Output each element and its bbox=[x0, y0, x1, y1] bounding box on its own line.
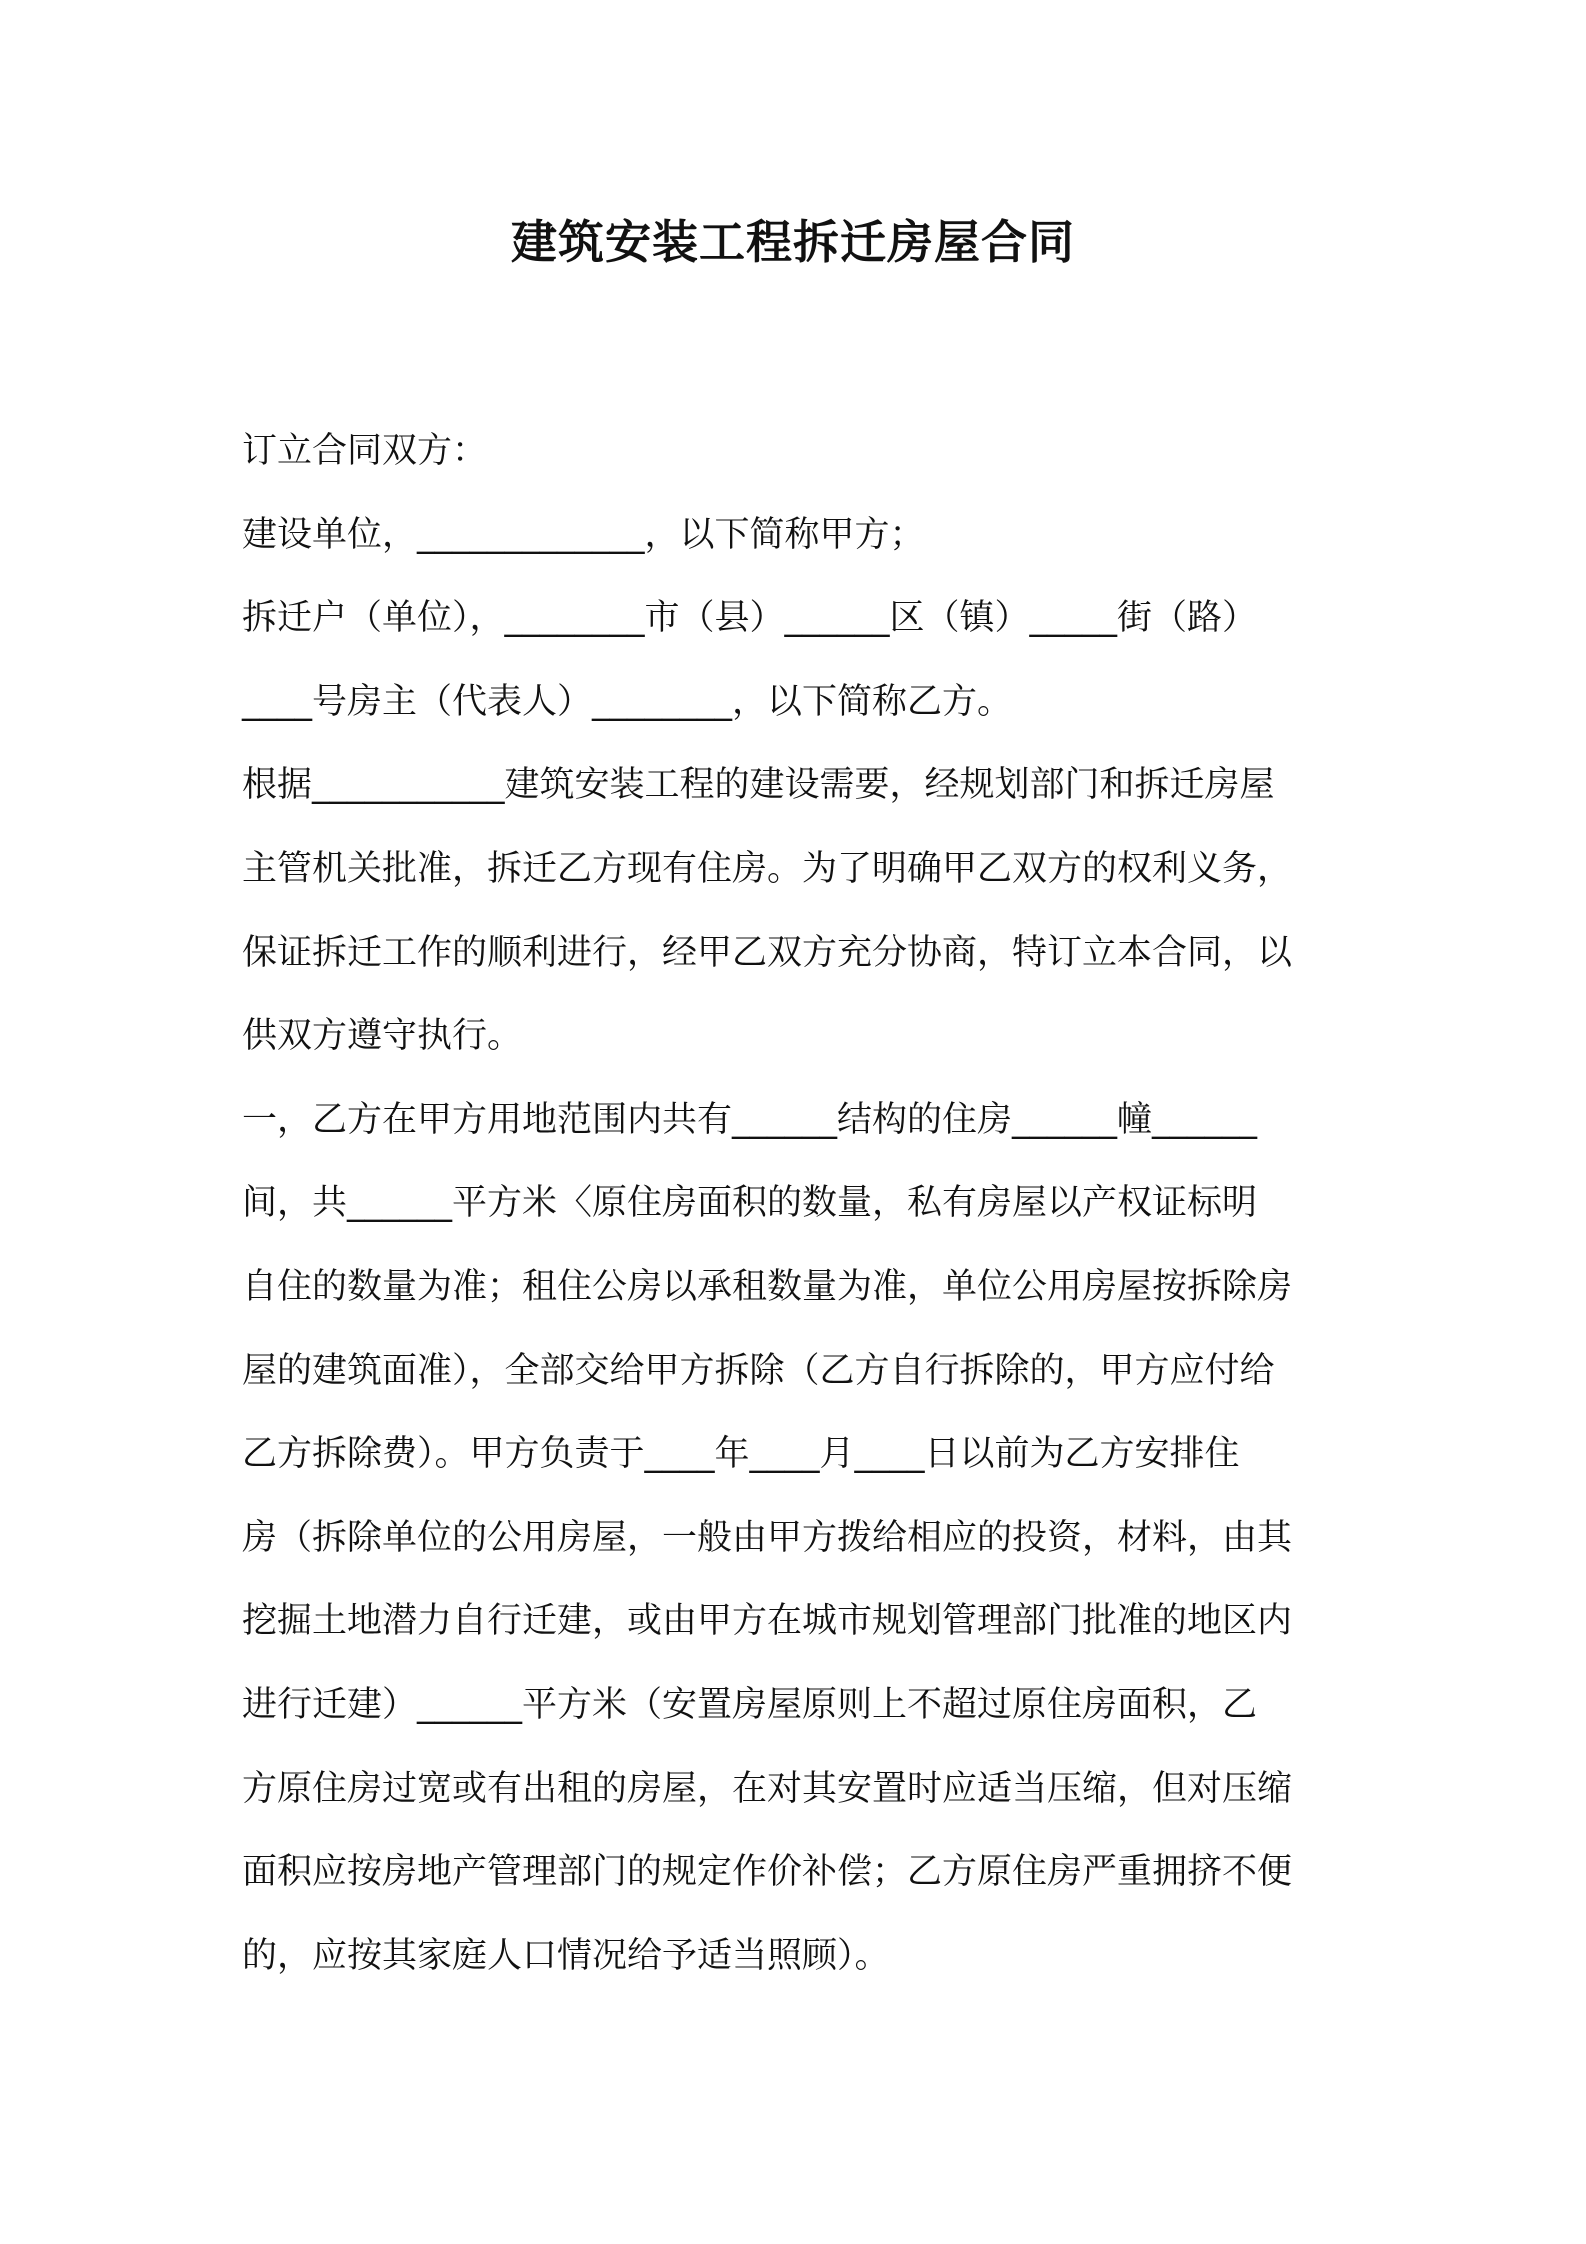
text-line: 间，共______平方米〈原住房面积的数量，私有房屋以产权证标明 bbox=[242, 1183, 1258, 1224]
text-line: 屋的建筑面准），全部交给甲方拆除（乙方自行拆除的，甲方应付给 bbox=[242, 1350, 1275, 1391]
document-title: 建筑安装工程拆迁房屋合同 bbox=[511, 215, 1075, 269]
text-line: 挖掘土地潜力自行迁建，或由甲方在城市规划管理部门批准的地区内 bbox=[242, 1601, 1293, 1642]
text-line: 主管机关批准，拆迁乙方现有住房。为了明确甲乙双方的权利义务， bbox=[242, 848, 1293, 889]
text-line: 乙方拆除费）。甲方负责于____年____月____日以前为乙方安排住 bbox=[242, 1434, 1240, 1475]
text-line: 面积应按房地产管理部门的规定作价补偿；乙方原住房严重拥挤不便 bbox=[242, 1852, 1293, 1893]
text-line: 建设单位，_____________，以下简称甲方； bbox=[242, 514, 925, 555]
text-line: 拆迁户（单位），________市（县）______区（镇）_____街（路） bbox=[242, 598, 1258, 639]
text-line: 供双方遵守执行。 bbox=[242, 1016, 523, 1057]
text-line: ____号房主（代表人）________，以下简称乙方。 bbox=[242, 681, 1013, 722]
text-line: 保证拆迁工作的顺利进行，经甲乙双方充分协商，特订立本合同，以 bbox=[242, 932, 1293, 973]
text-line: 方原住房过宽或有出租的房屋，在对其安置时应适当压缩，但对压缩 bbox=[242, 1768, 1293, 1809]
text-line: 进行迁建）______平方米（安置房屋原则上不超过原住房面积，乙 bbox=[242, 1684, 1258, 1725]
document-body bbox=[242, 410, 1352, 1998]
text-line: 一，乙方在甲方用地范围内共有______结构的住房______幢______ bbox=[242, 1099, 1258, 1140]
text-line: 根据___________建筑安装工程的建设需要，经规划部门和拆迁房屋 bbox=[242, 765, 1275, 806]
text-line: 订立合同双方： bbox=[242, 431, 488, 471]
text-line: 自住的数量为准；租住公房以承租数量为准，单位公用房屋按拆除房 bbox=[242, 1266, 1293, 1307]
text-line: 房（拆除单位的公用房屋，一般由甲方拨给相应的投资，材料，由其 bbox=[242, 1517, 1293, 1558]
text-line: 的，应按其家庭人口情况给予适当照顾）。 bbox=[242, 1935, 890, 1976]
